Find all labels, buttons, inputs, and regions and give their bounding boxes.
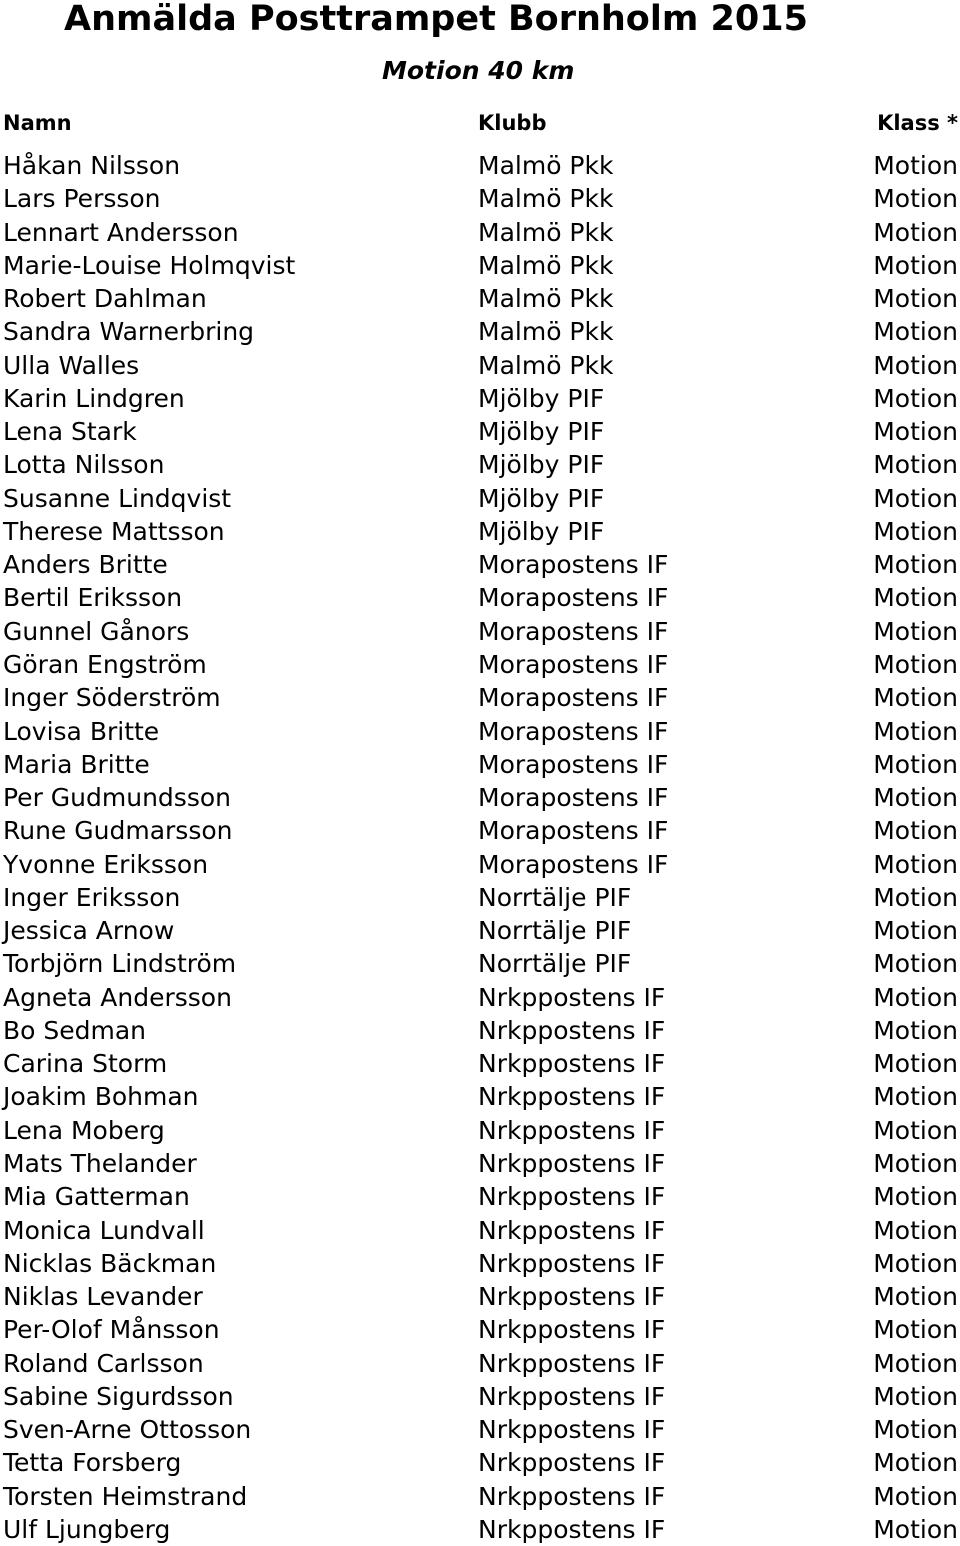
cell-class: Motion [873,1115,958,1145]
table-row [0,1413,960,1446]
cell-club: Malmö Pkk [478,317,614,347]
cell-class: Motion [873,649,958,679]
cell-club: Morapostens IF [478,849,669,879]
cell-name: Ulla Walles [3,350,140,380]
participant-list [0,149,960,1546]
cell-name: Mats Thelander [3,1148,197,1178]
table-row [0,947,960,980]
cell-name: Torsten Heimstrand [3,1481,248,1511]
table-row [0,1047,960,1080]
cell-club: Nrkppostens IF [478,1282,666,1312]
cell-club: Mjölby PIF [478,483,605,513]
table-row [0,615,960,648]
cell-name: Bertil Eriksson [3,583,183,613]
cell-name: Nicklas Bäckman [3,1248,217,1278]
cell-name: Ulf Ljungberg [3,1514,171,1544]
cell-name: Bo Sedman [3,1015,147,1045]
cell-name: Tetta Forsberg [3,1448,182,1478]
cell-class: Motion [873,1049,958,1079]
table-row [0,781,960,814]
cell-class: Motion [873,383,958,413]
header-name: Namn [3,111,72,135]
table-row [0,1014,960,1047]
cell-club: Morapostens IF [478,616,669,646]
cell-class: Motion [873,816,958,846]
table-row [0,681,960,714]
cell-name: Mia Gatterman [3,1182,190,1212]
cell-club: Malmö Pkk [478,184,614,214]
cell-name: Sandra Warnerbring [3,317,255,347]
table-row [0,349,960,382]
table-row [0,715,960,748]
cell-name: Lotta Nilsson [3,450,165,480]
cell-name: Karin Lindgren [3,383,185,413]
cell-name: Rune Gudmarsson [3,816,233,846]
cell-club: Nrkppostens IF [478,1481,666,1511]
cell-club: Nrkppostens IF [478,1148,666,1178]
page-title: Anmälda Posttrampet Bornholm 2015 [64,0,808,39]
cell-name: Torbjörn Lindström [3,949,237,979]
table-row [0,315,960,348]
cell-club: Nrkppostens IF [478,1015,666,1045]
cell-club: Morapostens IF [478,583,669,613]
cell-club: Morapostens IF [478,550,669,580]
cell-club: Nrkppostens IF [478,1248,666,1278]
table-row [0,1214,960,1247]
cell-name: Marie-Louise Holmqvist [3,250,296,280]
cell-class: Motion [873,417,958,447]
cell-class: Motion [873,916,958,946]
cell-club: Nrkppostens IF [478,1381,666,1411]
table-row [0,216,960,249]
cell-class: Motion [873,583,958,613]
cell-club: Malmö Pkk [478,217,614,247]
cell-club: Malmö Pkk [478,250,614,280]
cell-class: Motion [873,882,958,912]
page-subtitle: Motion 40 km [382,56,575,85]
cell-club: Morapostens IF [478,783,669,813]
cell-name: Robert Dahlman [3,284,207,314]
cell-club: Malmö Pkk [478,350,614,380]
cell-class: Motion [873,1348,958,1378]
table-row [0,182,960,215]
cell-name: Carina Storm [3,1049,168,1079]
cell-class: Motion [873,1015,958,1045]
cell-class: Motion [873,184,958,214]
cell-club: Nrkppostens IF [478,1082,666,1112]
cell-class: Motion [873,450,958,480]
header-class: Klass * [877,111,958,135]
cell-club: Morapostens IF [478,683,669,713]
cell-club: Nrkppostens IF [478,1215,666,1245]
cell-class: Motion [873,217,958,247]
table-row [0,981,960,1014]
header-club: Klubb [478,111,547,135]
cell-name: Lena Moberg [3,1115,165,1145]
table-row [0,1080,960,1113]
table-row [0,848,960,881]
cell-class: Motion [873,1415,958,1445]
table-row [0,648,960,681]
cell-class: Motion [873,1148,958,1178]
table-row [0,1313,960,1346]
cell-club: Morapostens IF [478,749,669,779]
cell-name: Monica Lundvall [3,1215,205,1245]
cell-club: Mjölby PIF [478,450,605,480]
cell-name: Inger Söderström [3,683,221,713]
table-row [0,581,960,614]
cell-class: Motion [873,1082,958,1112]
table-row [0,1114,960,1147]
table-row [0,249,960,282]
cell-name: Joakim Bohman [3,1082,199,1112]
cell-name: Gunnel Gånors [3,616,190,646]
table-row [0,482,960,515]
table-row [0,1380,960,1413]
cell-name: Lovisa Britte [3,716,160,746]
cell-class: Motion [873,683,958,713]
cell-class: Motion [873,749,958,779]
cell-class: Motion [873,716,958,746]
cell-club: Norrtälje PIF [478,949,632,979]
cell-club: Nrkppostens IF [478,982,666,1012]
cell-class: Motion [873,151,958,180]
table-row [0,814,960,847]
table-row [0,282,960,315]
cell-name: Susanne Lindqvist [3,483,232,513]
cell-class: Motion [873,284,958,314]
cell-class: Motion [873,350,958,380]
cell-club: Morapostens IF [478,816,669,846]
cell-club: Nrkppostens IF [478,1115,666,1145]
cell-name: Agneta Andersson [3,982,232,1012]
table-row [0,1180,960,1213]
cell-class: Motion [873,1315,958,1345]
table-row [0,382,960,415]
table-row [0,448,960,481]
cell-club: Morapostens IF [478,716,669,746]
cell-class: Motion [873,1248,958,1278]
cell-name: Maria Britte [3,749,150,779]
cell-class: Motion [873,1182,958,1212]
cell-name: Håkan Nilsson [3,151,181,180]
table-header [0,108,960,138]
cell-name: Inger Eriksson [3,882,181,912]
cell-class: Motion [873,783,958,813]
cell-class: Motion [873,1514,958,1544]
cell-class: Motion [873,949,958,979]
cell-club: Morapostens IF [478,649,669,679]
cell-club: Mjölby PIF [478,383,605,413]
table-row [0,1347,960,1380]
cell-name: Göran Engström [3,649,207,679]
cell-club: Nrkppostens IF [478,1348,666,1378]
cell-class: Motion [873,550,958,580]
cell-club: Nrkppostens IF [478,1182,666,1212]
cell-class: Motion [873,250,958,280]
table-row [0,548,960,581]
cell-club: Norrtälje PIF [478,916,632,946]
table-row [0,515,960,548]
cell-name: Roland Carlsson [3,1348,204,1378]
cell-name: Lena Stark [3,417,137,447]
cell-class: Motion [873,616,958,646]
table-row [0,1247,960,1280]
cell-club: Malmö Pkk [478,284,614,314]
cell-club: Nrkppostens IF [478,1315,666,1345]
cell-class: Motion [873,1481,958,1511]
cell-name: Sabine Sigurdsson [3,1381,234,1411]
table-row [0,748,960,781]
cell-class: Motion [873,982,958,1012]
cell-class: Motion [873,317,958,347]
cell-name: Niklas Levander [3,1282,203,1312]
cell-name: Yvonne Eriksson [3,849,209,879]
cell-club: Nrkppostens IF [478,1514,666,1544]
cell-class: Motion [873,516,958,546]
cell-club: Mjölby PIF [478,417,605,447]
cell-name: Per-Olof Månsson [3,1315,220,1345]
table-row [0,1480,960,1513]
cell-class: Motion [873,1448,958,1478]
cell-club: Nrkppostens IF [478,1415,666,1445]
cell-name: Per Gudmundsson [3,783,231,813]
table-row [0,914,960,947]
table-row [0,149,960,182]
cell-name: Lennart Andersson [3,217,239,247]
cell-class: Motion [873,1215,958,1245]
cell-name: Lars Persson [3,184,161,214]
cell-class: Motion [873,1282,958,1312]
table-row [0,1446,960,1479]
cell-class: Motion [873,1381,958,1411]
cell-club: Norrtälje PIF [478,882,632,912]
cell-club: Mjölby PIF [478,516,605,546]
cell-name: Anders Britte [3,550,168,580]
cell-club: Nrkppostens IF [478,1049,666,1079]
table-row [0,1280,960,1313]
table-row [0,415,960,448]
cell-name: Jessica Arnow [3,916,175,946]
table-row [0,1513,960,1546]
cell-name: Therese Mattsson [3,516,225,546]
table-row [0,1147,960,1180]
cell-class: Motion [873,849,958,879]
cell-club: Malmö Pkk [478,151,614,180]
cell-class: Motion [873,483,958,513]
cell-club: Nrkppostens IF [478,1448,666,1478]
cell-name: Sven-Arne Ottosson [3,1415,252,1445]
table-row [0,881,960,914]
